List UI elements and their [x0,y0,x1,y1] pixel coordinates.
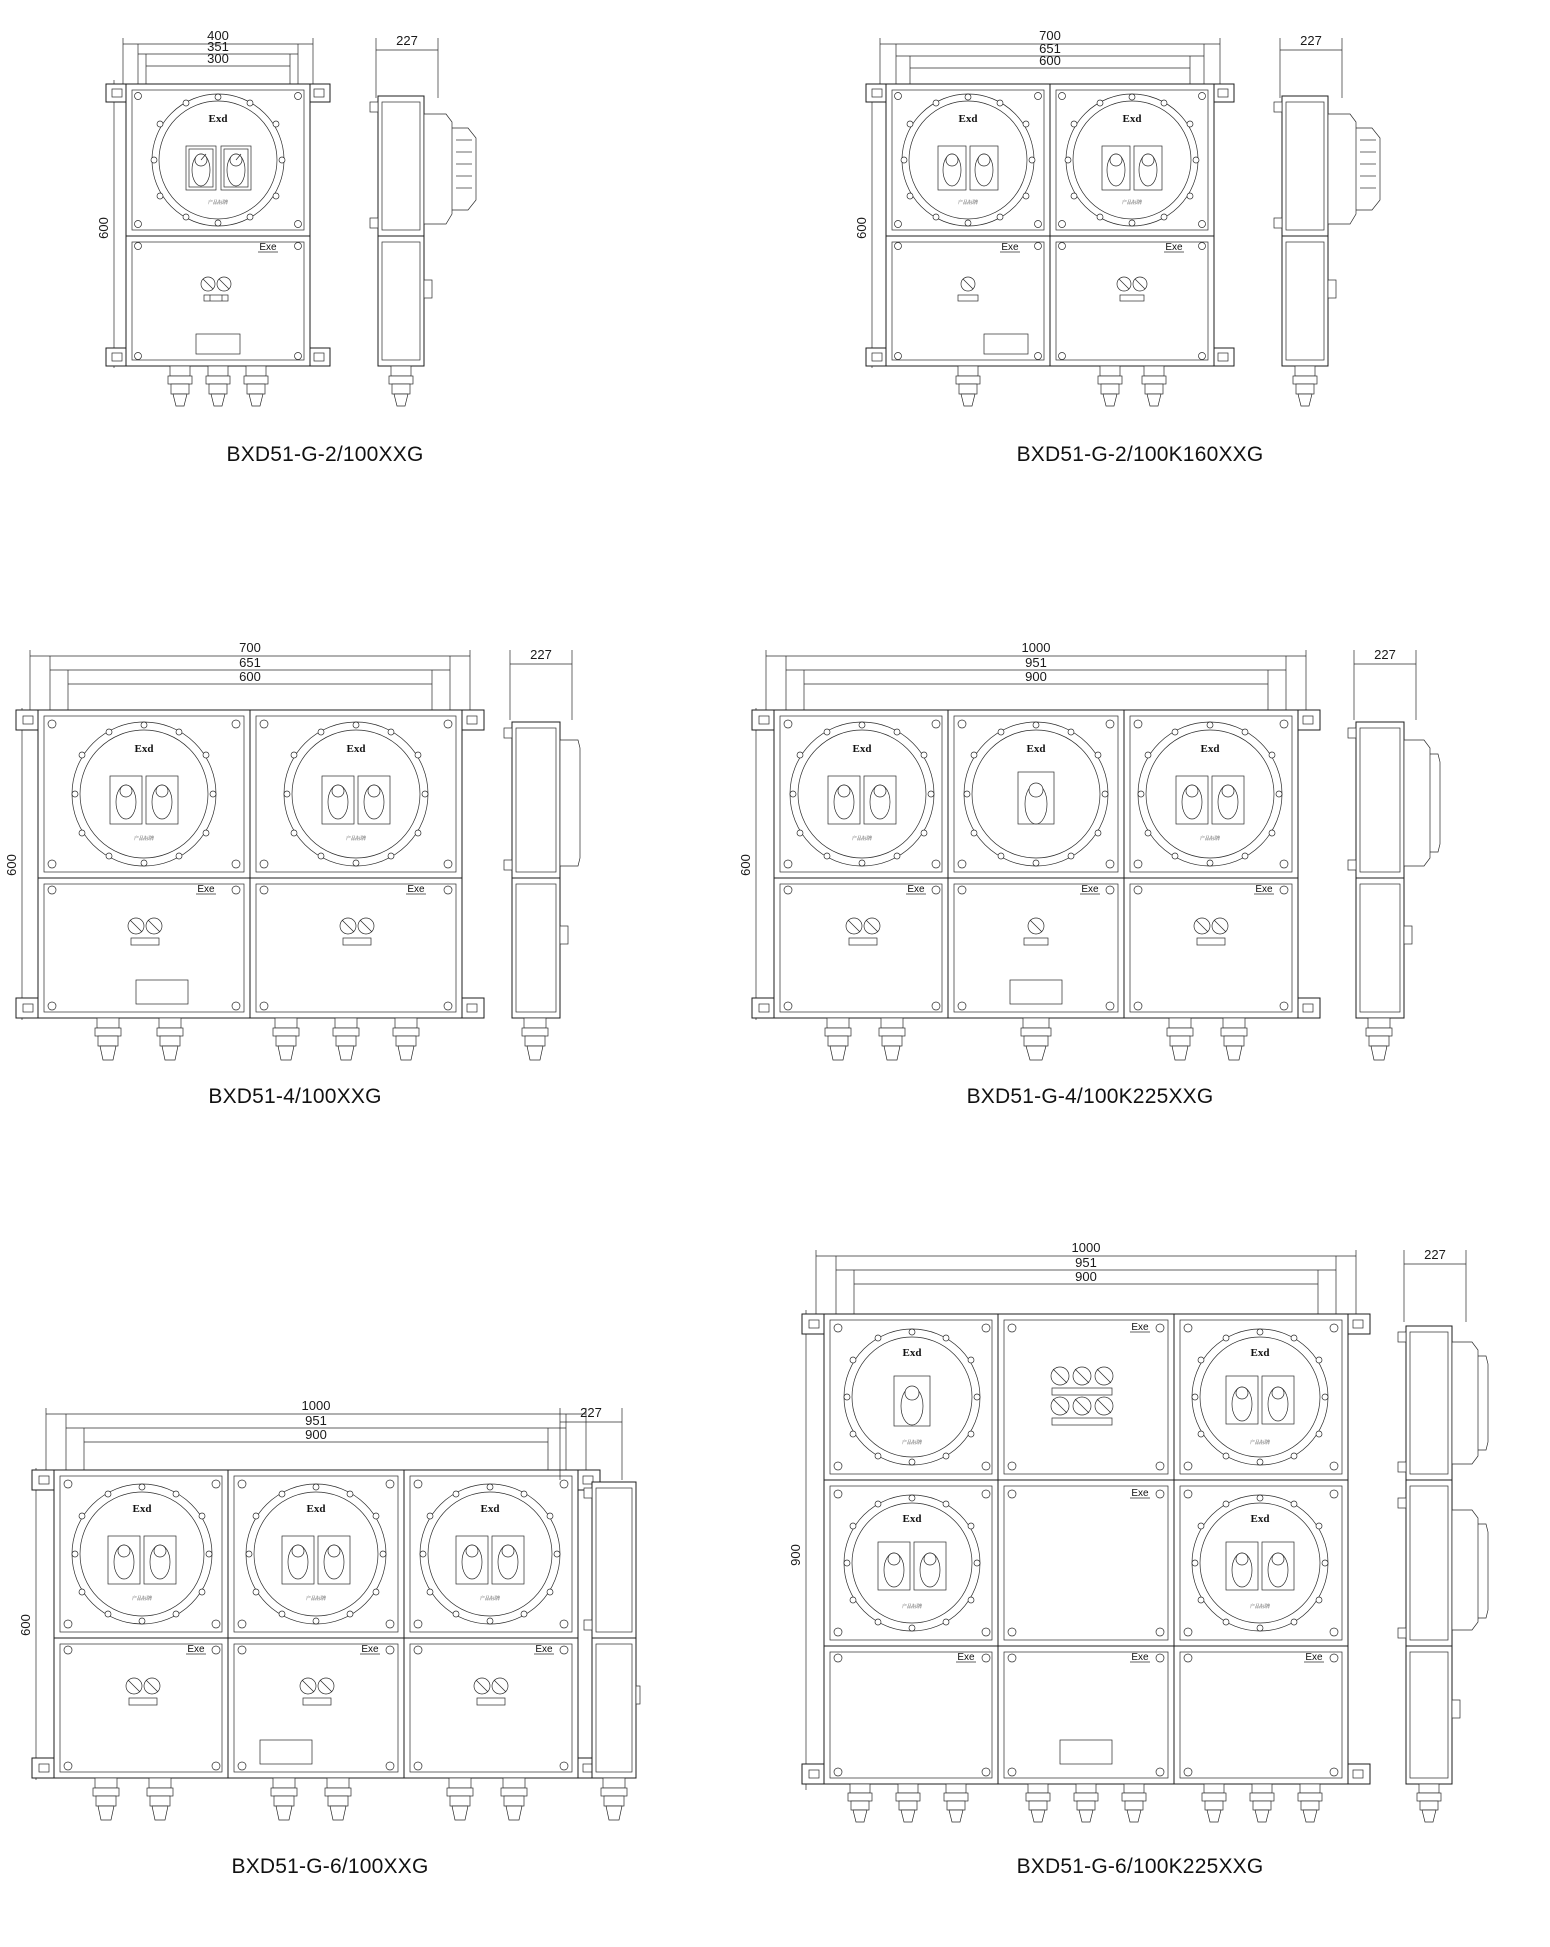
dimension-group-top [30,640,470,720]
exe-marking: Exe [1131,1488,1149,1499]
dim-1000: 1000 [301,1398,331,1413]
drawing-panel-bxd51-g-4-100k225xxg [740,630,1440,1130]
nameplate-text: 产品标牌 [345,836,367,842]
cable-gland-group [956,366,1166,406]
exd-marking: Exd [132,1503,152,1515]
dim-600-left: 600 [738,854,753,876]
exe-marking: Exe [1255,884,1273,895]
dim-1000: 1000 [1021,640,1051,655]
dim-227-side: 227 [580,1405,602,1420]
panel-6-svg [790,1230,1490,1930]
drawing-panel-bxd51-g-2-100k160xxg [854,18,1420,488]
dimension-group-left [96,80,114,368]
nameplate-text: 产品标牌 [1249,1604,1271,1610]
dim-651: 651 [239,655,261,670]
panel-1-svg [90,18,560,488]
dim-700: 700 [239,640,261,655]
front-view [866,84,1234,406]
dim-951: 951 [305,1413,327,1428]
panel-5-svg [20,1370,640,1930]
dim-300: 300 [207,51,229,66]
side-view [504,647,580,1060]
exd-marking: Exd [852,743,872,755]
panel-1-caption: BXD51-G-2/100XXG [226,443,424,466]
front-view [16,710,484,1060]
drawing-panel-bxd51-4-100xxg [4,630,580,1130]
exe-marking: Exe [1305,1652,1323,1663]
nameplate-text: 产品标牌 [1199,836,1221,842]
dim-600-left: 600 [18,1614,33,1636]
exd-marking: Exd [306,1503,326,1515]
dimension-group-top [816,1240,1356,1322]
exe-marking: Exe [187,1644,205,1655]
exe-marking: Exe [197,884,215,895]
dim-400: 400 [207,28,229,43]
exd-marking: Exd [902,1513,922,1525]
dimension-group-left [854,84,872,368]
exd-marking: Exd [134,743,154,755]
panel-2-caption: BXD51-G-2/100K160XXG [1016,443,1264,466]
nameplate-text: 产品标牌 [901,1440,923,1446]
dim-600: 600 [239,669,261,684]
exd-marking: Exd [346,743,366,755]
label-plate [196,334,240,354]
nameplate-text: 产品标牌 [1249,1440,1271,1446]
nameplate-text: 产品标牌 [133,836,155,842]
panel-2-svg [854,18,1420,488]
switch-module-group [828,772,1244,824]
dim-651: 651 [1039,41,1061,56]
dim-227-side: 227 [396,33,418,48]
dim-900: 900 [1025,669,1047,684]
dimension-group-top [46,1398,586,1480]
dim-900: 900 [305,1427,327,1442]
exd-marking: Exd [1200,743,1220,755]
dimension-group-left [4,708,22,1020]
exe-marking: Exe [1131,1322,1149,1333]
exd-marking: Exd [1250,1513,1270,1525]
exd-marking: Exd [958,113,978,125]
dimension-group-left [738,708,756,1020]
front-view [106,84,330,406]
dimension-group-left [788,1310,806,1790]
panel-3-caption: BXD51-4/100XXG [208,1085,382,1108]
exe-marking: Exe [535,1644,553,1655]
dim-227-side: 227 [1300,33,1322,48]
nameplate-text: 产品标牌 [207,200,229,206]
label-plate [260,1740,312,1764]
panel-4-caption: BXD51-G-4/100K225XXG [966,1085,1214,1108]
dim-600-left: 600 [96,217,111,239]
dim-227-side: 227 [1424,1247,1446,1262]
side-view [1348,647,1440,1060]
nameplate-text: 产品标牌 [479,1596,501,1602]
side-view [1274,33,1380,406]
exe-marking: Exe [1001,242,1019,253]
dim-700: 700 [1039,28,1061,43]
dimension-group-top [766,640,1306,720]
exe-marking: Exe [907,884,925,895]
exd-marking: Exd [208,113,228,125]
front-view [752,710,1320,1060]
label-plate [136,980,188,1004]
dim-900-left: 900 [788,1544,803,1566]
dimension-group-left [18,1468,36,1780]
panel-4-svg [740,630,1440,1130]
exe-marking: Exe [361,1644,379,1655]
nameplate-text: 产品标牌 [901,1604,923,1610]
nameplate-text: 产品标牌 [1121,200,1143,206]
cable-gland-group [93,1778,527,1820]
exd-marking: Exd [480,1503,500,1515]
dim-951: 951 [1075,1255,1097,1270]
drawing-panel-bxd51-g-6-100xxg [20,1370,640,1930]
label-plate [1010,980,1062,1004]
drawing-panel-bxd51-g-6-100k225xxg [790,1230,1490,1930]
exd-marking: Exd [1122,113,1142,125]
label-plate [1060,1740,1112,1764]
dim-227-side: 227 [530,647,552,662]
nameplate-text: 产品标牌 [957,200,979,206]
panel-6-caption: BXD51-G-6/100K225XXG [1016,1855,1264,1878]
front-view [802,1314,1370,1822]
exe-marking: Exe [1165,242,1183,253]
dim-600-left: 600 [854,217,869,239]
front-view [32,1470,600,1820]
dim-1000: 1000 [1071,1240,1101,1255]
nameplate-text: 产品标牌 [305,1596,327,1602]
label-plate [984,334,1028,354]
cable-gland-group [168,366,268,406]
dim-951: 951 [1025,655,1047,670]
exe-marking: Exe [259,242,277,253]
panel-3-svg [4,630,580,1130]
side-view [370,33,476,406]
cable-gland-group [825,1018,1247,1060]
exe-marking: Exe [1131,1652,1149,1663]
exe-marking: Exe [957,1652,975,1663]
dim-600: 600 [1039,53,1061,68]
nameplate-text: 产品标牌 [131,1596,153,1602]
panel-5-caption: BXD51-G-6/100XXG [231,1855,429,1878]
cable-gland-group [848,1784,1322,1822]
dim-900: 900 [1075,1269,1097,1284]
dim-227-side: 227 [1374,647,1396,662]
exe-marking: Exe [1081,884,1099,895]
exe-marking: Exe [407,884,425,895]
dim-351: 351 [207,39,229,54]
nameplate-text: 产品标牌 [851,836,873,842]
exd-marking: Exd [1026,743,1046,755]
side-view [1398,1247,1488,1822]
exd-marking: Exd [1250,1347,1270,1359]
drawing-panel-bxd51-g-2-100xxg [90,18,560,488]
dim-600-left: 600 [4,854,19,876]
cable-gland-group [95,1018,419,1060]
exd-marking: Exd [902,1347,922,1359]
